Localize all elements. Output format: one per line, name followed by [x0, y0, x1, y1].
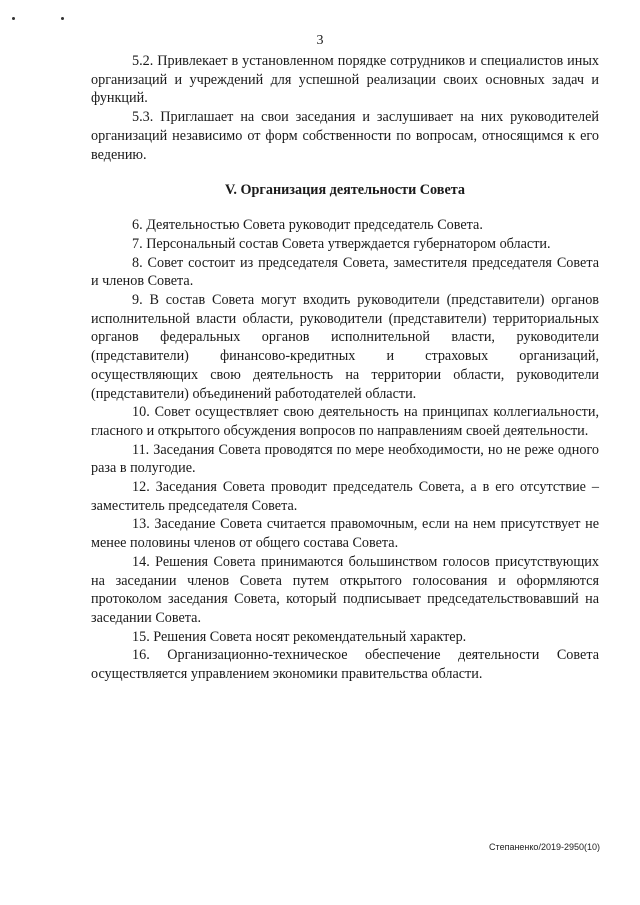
page-number: 3: [316, 33, 324, 48]
document-code: Степаненко/2019-2950(10): [489, 842, 600, 852]
paragraph-5-3: 5.3. Приглашает на свои заседания и заслушивает на них руководителей организаций независимо от форм собственности по вопросам, относящимся к его ведению.: [91, 109, 599, 163]
paragraph-5-2: 5.2. Привлекает в установленном порядке сотрудников и специалистов иных организаций и учреждений для успешной реализации своих основных задач и функций.: [91, 53, 599, 107]
paragraph-10: 10. Совет осуществляет свою деятельность на принципах коллегиальности, гласного и открытого обсуждения вопросов по направлениям своей деятельности.: [91, 404, 599, 439]
paragraph-6: 6. Деятельностью Совета руководит председатель Совета.: [132, 217, 483, 234]
paragraph-14: 14. Решения Совета принимаются большинством голосов присутствующих на заседании членов Совета путем открытого голосования и оформляются протоколом заседания Совета, который подписывает председательствовавший на заседании Совета.: [91, 553, 599, 626]
paragraph-11: 11. Заседания Совета проводятся по мере необходимости, но не реже одного раза в полугодие.: [91, 441, 599, 477]
document-body: [91, 52, 599, 684]
paragraph-15: 15. Решения Совета носят рекомендательный характер.: [132, 628, 467, 645]
section-heading: V. Организация деятельности Совета: [224, 182, 465, 199]
paragraph-9: 9. В состав Совета могут входить руководители (представители) органов исполнительной власти области, руководители (представители) территориальных органов федеральных органов исполнительной власти, руководители (представители) финансово-кредитных и страховых организаций, осуществляющих свою деятельность на территории области, руководители (представители) объединений работодателей области.: [91, 292, 599, 402]
paragraph-12: 12. Заседания Совета проводит председатель Совета, а в его отсутствие – заместитель председателя Совета.: [91, 479, 599, 514]
paragraph-13: 13. Заседание Совета считается правомочным, если на нем присутствует не менее половины членов от общего состава Совета.: [91, 516, 599, 552]
paragraph-16: 16. Организационно-техническое обеспечение деятельности Совета осуществляется управлением экономики правительства области.: [91, 647, 599, 683]
paragraph-7: 7. Персональный состав Совета утверждается губернатором области.: [132, 235, 551, 252]
paragraph-8: 8. Совет состоит из председателя Совета, заместителя председателя Совета и членов Совета.: [91, 254, 599, 290]
scan-speck: [61, 17, 64, 20]
scan-speck: [12, 17, 15, 20]
